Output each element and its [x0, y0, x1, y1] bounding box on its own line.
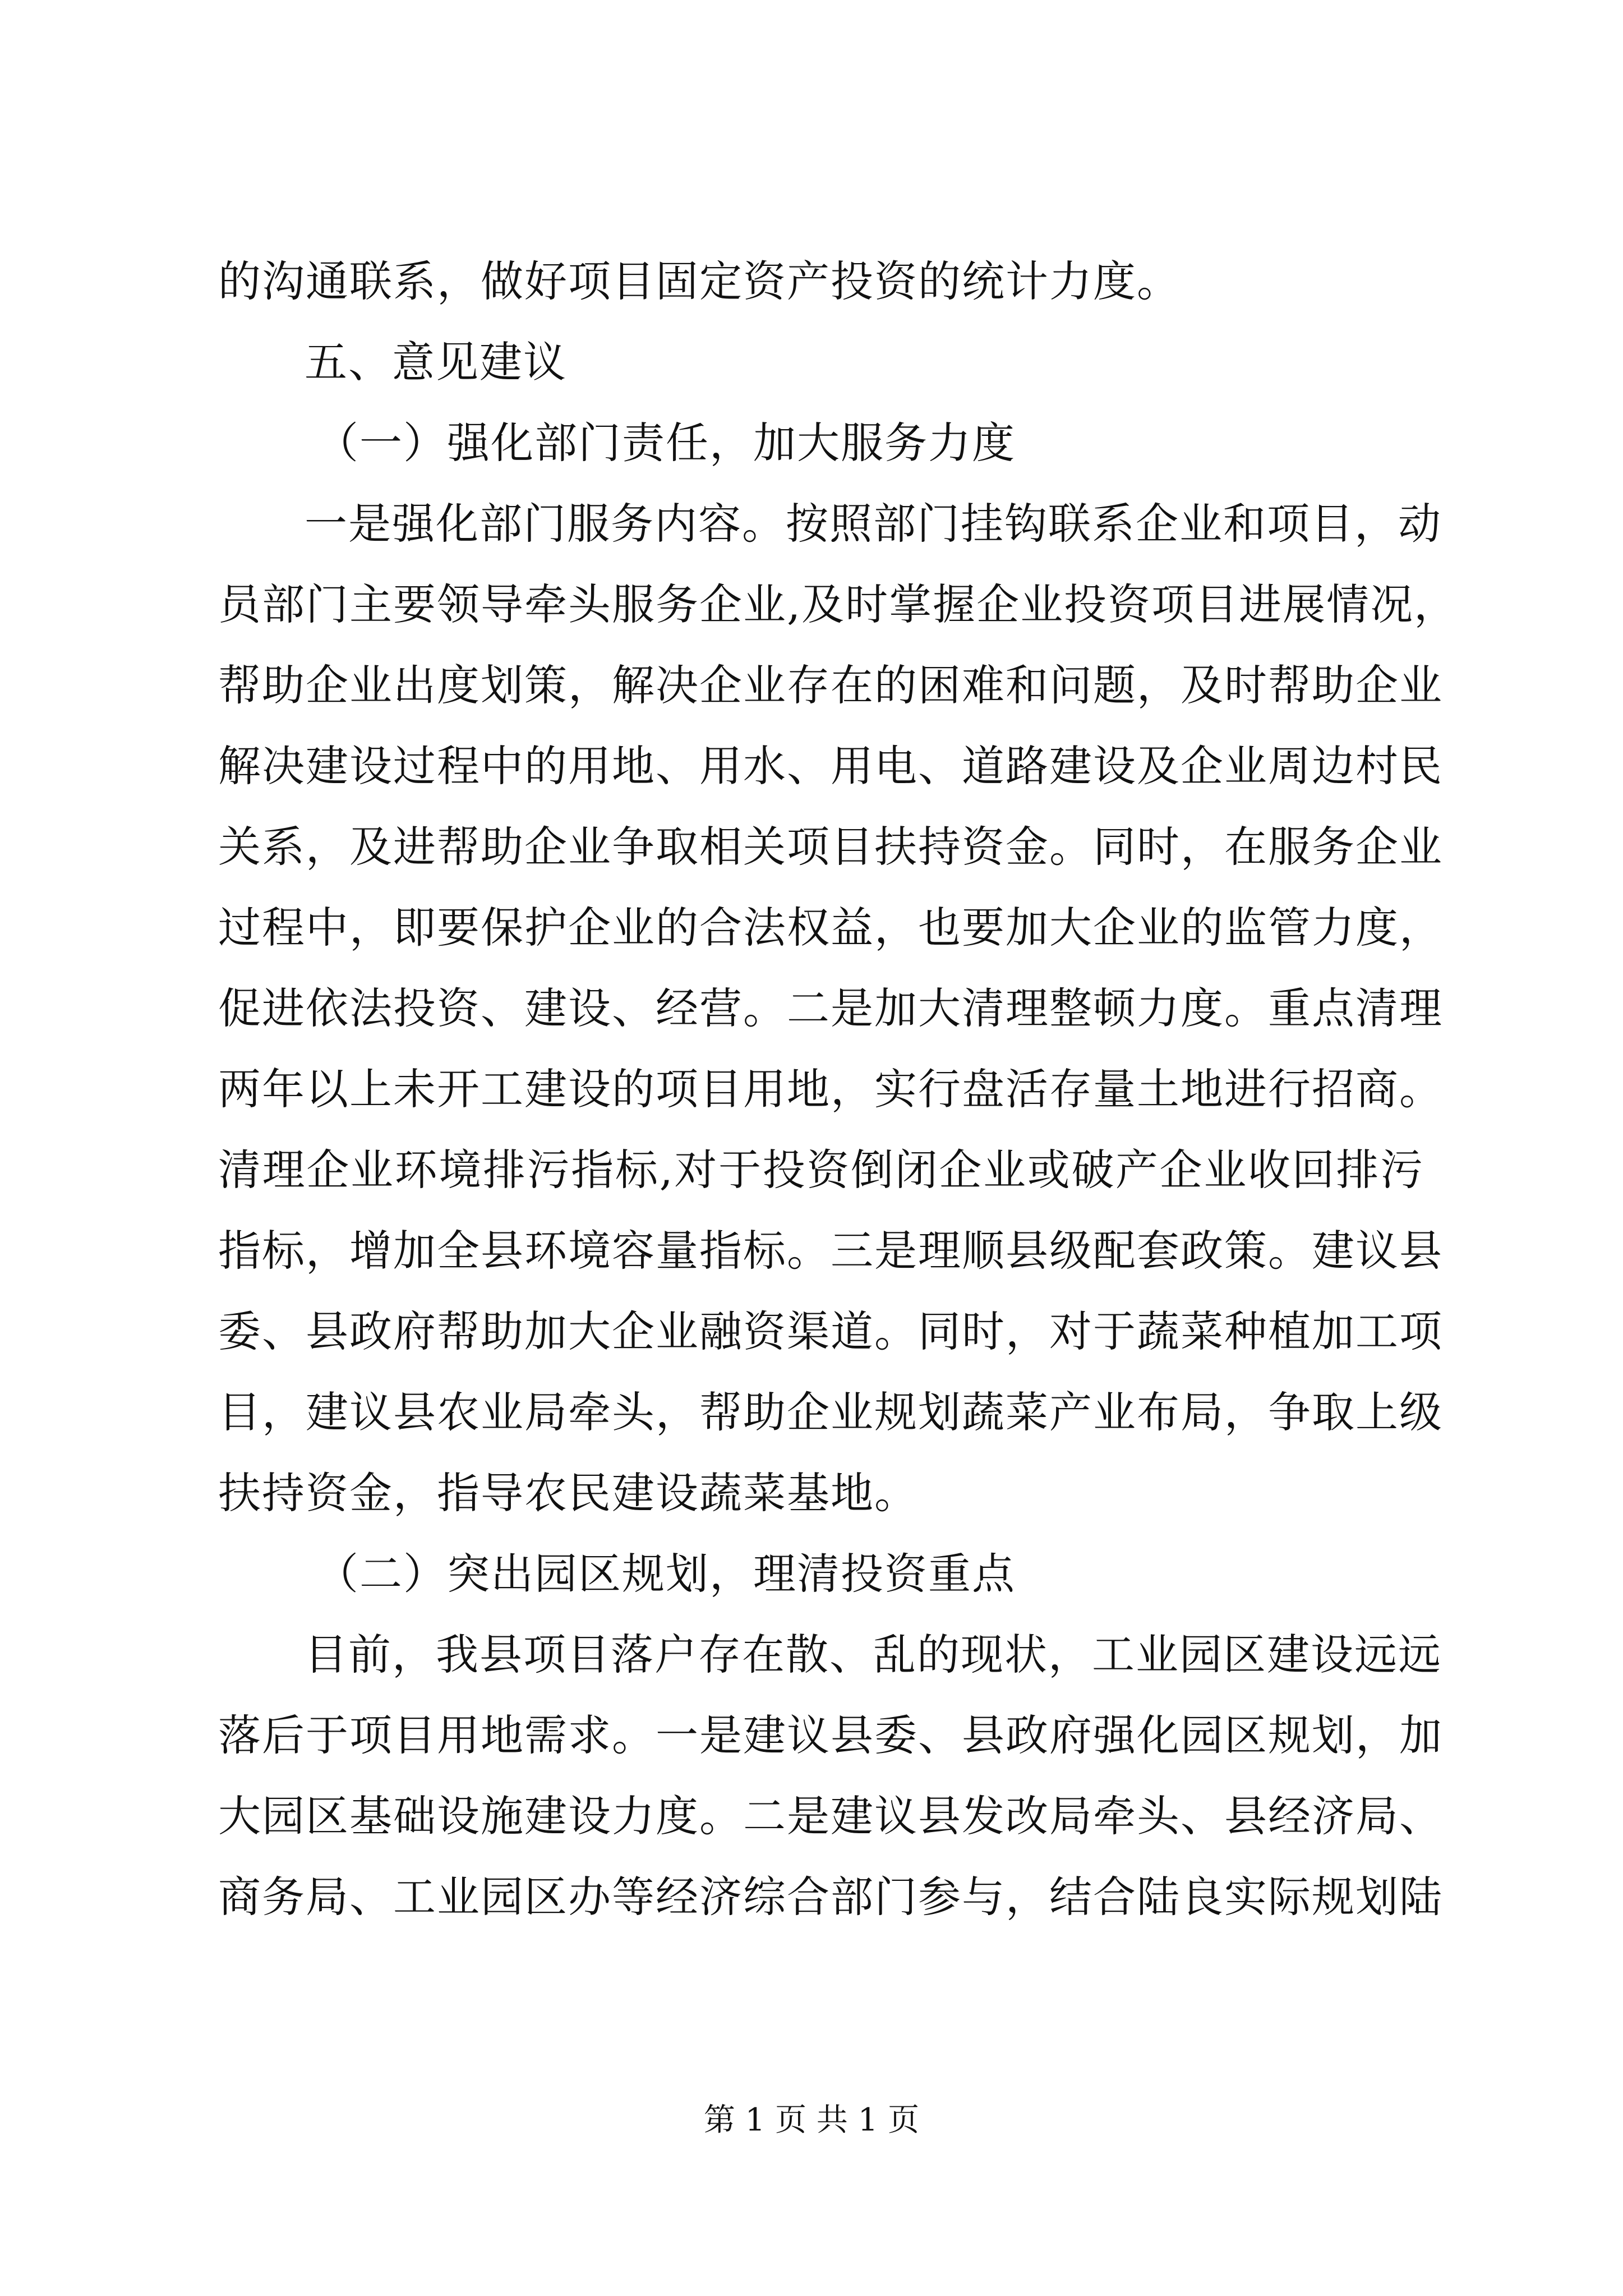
paragraph-first-line: 一是强化部门服务内容。按照部门挂钩联系企业和项目，动	[305, 499, 1442, 549]
text-line: 两年以上未开工建设的项目用地，实行盘活存量土地进行招商。	[218, 1064, 1443, 1114]
text-line: 大园区基础设施建设力度。二是建议县发改局牵头、县经济局、	[218, 1791, 1443, 1841]
paragraph-first-line: 目前，我县项目落户存在散、乱的现状，工业园区建设远远	[305, 1630, 1442, 1680]
document-body	[218, 241, 1458, 1938]
text-line: 促进依法投资、建设、经营。二是加大清理整顿力度。重点清理	[218, 983, 1443, 1033]
text-line: 清理企业环境排污指标,对于投资倒闭企业或破产企业收回排污	[218, 1145, 1424, 1195]
text-line: 关系，及进帮助企业争取相关项目扶持资金。同时，在服务企业	[218, 822, 1443, 872]
text-line: 员部门主要领导牵头服务企业,及时掌握企业投资项目进展情况，	[218, 579, 1458, 629]
text-line: 目，建议县农业局牵头，帮助企业规划蔬菜产业布局，争取上级	[218, 1387, 1443, 1437]
text-line: 帮助企业出度划策，解决企业存在的困难和问题，及时帮助企业	[218, 660, 1443, 710]
text-line: 委、县政府帮助加大企业融资渠道。同时，对于蔬菜种植加工项	[218, 1306, 1443, 1356]
text-line: 指标，增加全县环境容量指标。三是理顺县级配套政策。建议县	[218, 1226, 1443, 1276]
section-heading: 五、意见建议	[305, 337, 567, 387]
subsection-heading: （二）突出园区规划，理清投资重点	[316, 1549, 1016, 1599]
text-line: 落后于项目用地需求。一是建议县委、县政府强化园区规划，加	[218, 1710, 1443, 1760]
subsection-heading: （一）强化部门责任，加大服务力度	[316, 418, 1016, 468]
text-line: 解决建设过程中的用地、用水、用电、道路建设及企业周边村民	[218, 741, 1443, 791]
text-line: 过程中，即要保护企业的合法权益，也要加大企业的监管力度，	[218, 903, 1443, 953]
text-line: 的沟通联系，做好项目固定资产投资的统计力度。	[218, 256, 1181, 306]
text-line: 商务局、工业园区办等经济综合部门参与，结合陆良实际规划陆	[218, 1872, 1443, 1922]
text-line: 扶持资金，指导农民建设蔬菜基地。	[218, 1468, 918, 1518]
page-number-footer: 第 1 页 共 1 页	[703, 2102, 920, 2138]
